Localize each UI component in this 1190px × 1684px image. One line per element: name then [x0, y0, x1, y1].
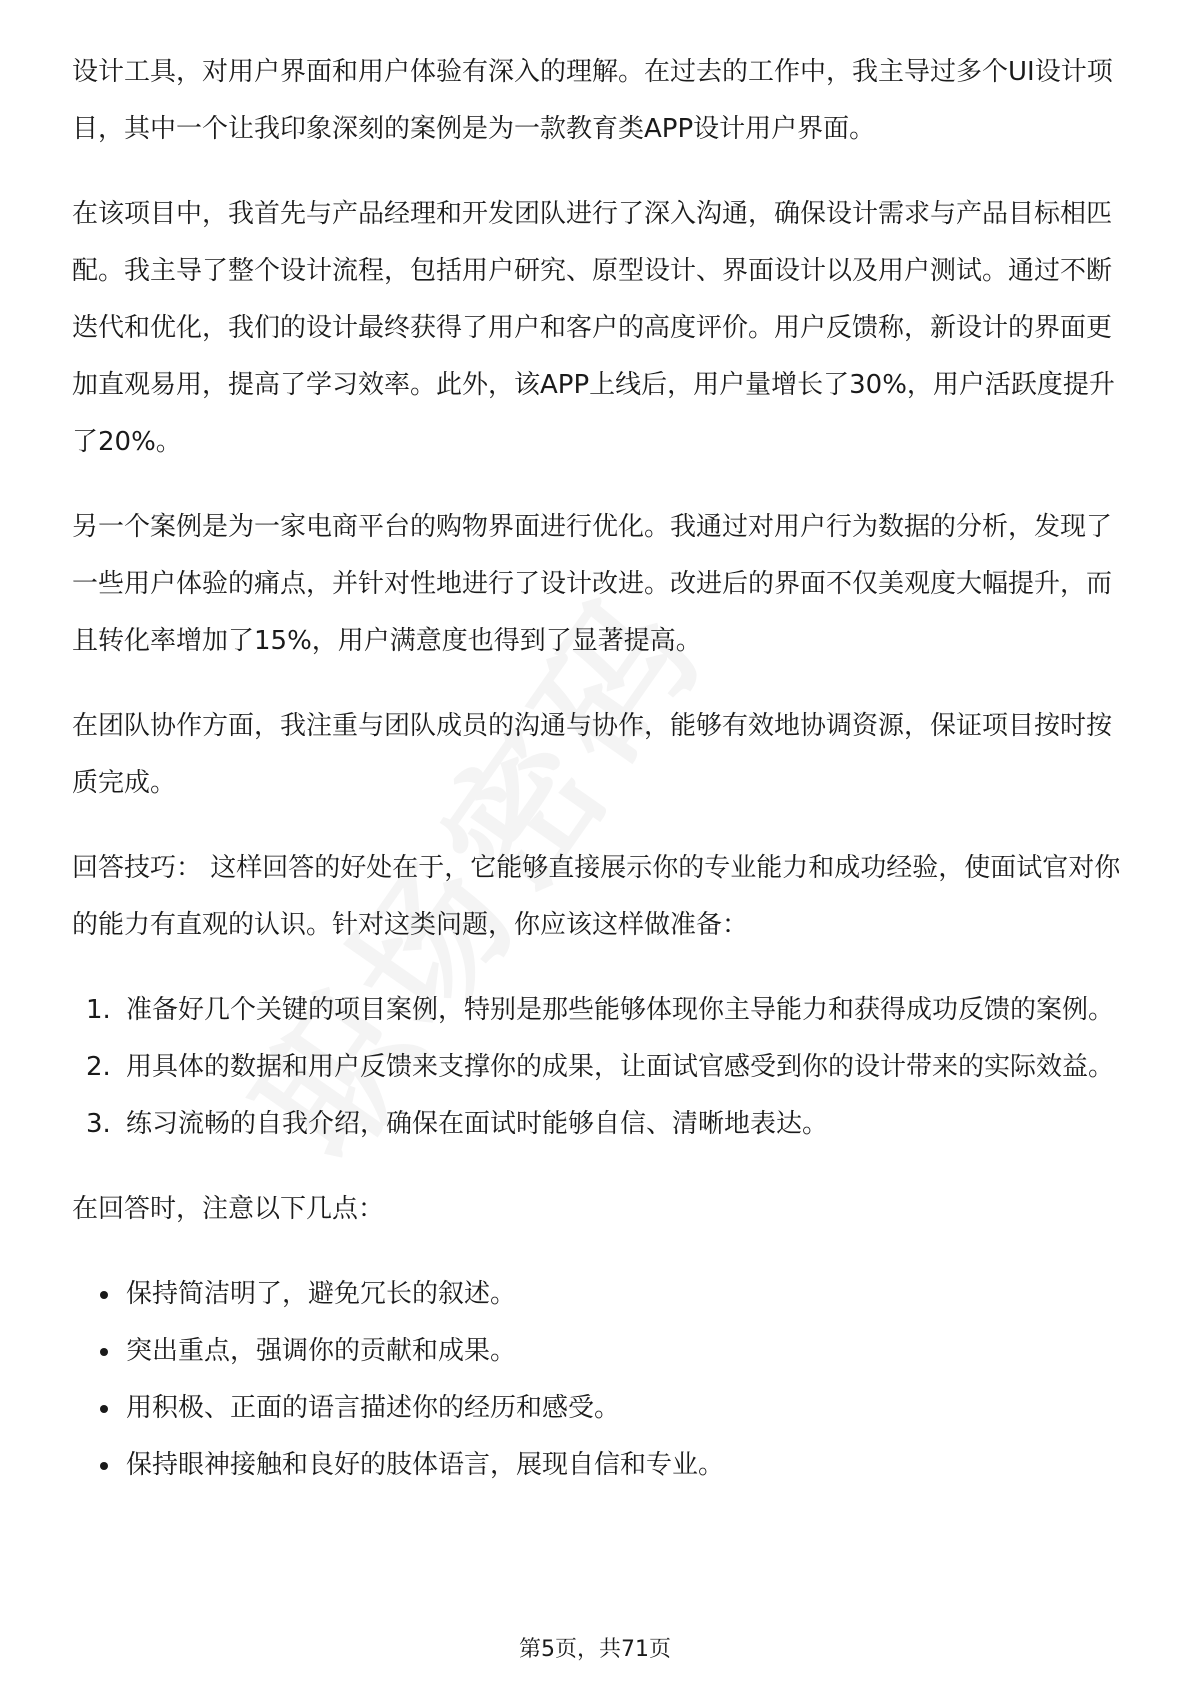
- notes-bullet-list: [72, 1266, 1122, 1494]
- list-item: [72, 1437, 1122, 1494]
- bullet-icon: [100, 1462, 108, 1470]
- list-item: [72, 1266, 1122, 1323]
- paragraph-answer-tips: 回答技巧： 这样回答的好处在于，它能够直接展示你的专业能力和成功经验，使面试官对你的能力有直观的认识。针对这类问题，你应该这样做准备：: [72, 853, 1121, 940]
- list-item-text: 突出重点，强调你的贡献和成果。: [126, 1336, 517, 1366]
- document-body: [72, 44, 1122, 1494]
- list-item: [72, 1096, 1122, 1153]
- list-marker: 2.: [86, 1052, 111, 1082]
- preparation-numbered-list: [72, 982, 1122, 1153]
- list-item: [72, 982, 1122, 1039]
- bullet-icon: [100, 1405, 108, 1413]
- list-marker: 3.: [86, 1109, 111, 1139]
- list-item-text: 保持简洁明了，避免冗长的叙述。: [126, 1279, 517, 1309]
- list-item-text: 用具体的数据和用户反馈来支撑你的成果，让面试官感受到你的设计带来的实际效益。: [126, 1052, 1115, 1082]
- list-item: [72, 1380, 1122, 1437]
- list-item-text: 保持眼神接触和良好的肢体语言，展现自信和专业。: [126, 1450, 725, 1480]
- bullet-icon: [100, 1348, 108, 1356]
- list-item-text: 练习流畅的自我介绍，确保在面试时能够自信、清晰地表达。: [126, 1109, 829, 1139]
- page-number-footer: 第5页，共71页: [519, 1637, 671, 1662]
- list-item: [72, 1039, 1122, 1096]
- list-item-text: 准备好几个关键的项目案例，特别是那些能够体现你主导能力和获得成功反馈的案例。: [126, 995, 1115, 1025]
- bullet-icon: [100, 1291, 108, 1299]
- list-marker: 1.: [86, 995, 111, 1025]
- list-item-text: 用积极、正面的语言描述你的经历和感受。: [126, 1393, 621, 1423]
- paragraph-notes-intro: 在回答时，注意以下几点：: [72, 1194, 385, 1224]
- paragraph-ecommerce-case: 另一个案例是为一家电商平台的购物界面进行优化。我通过对用户行为数据的分析，发现了一些用户体验的痛点，并针对性地进行了设计改进。改进后的界面不仅美观度大幅提升，而且转化率增加了15%，用户满意度也得到了显著提高。: [72, 512, 1113, 656]
- list-item: [72, 1323, 1122, 1380]
- paragraph-teamwork: 在团队协作方面，我注重与团队成员的沟通与协作，能够有效地协调资源，保证项目按时按质完成。: [72, 711, 1113, 798]
- paragraph-education-app-case: 在该项目中，我首先与产品经理和开发团队进行了深入沟通，确保设计需求与产品目标相匹配。我主导了整个设计流程，包括用户研究、原型设计、界面设计以及用户测试。通过不断迭代和优化，我们的设计最终获得了用户和客户的高度评价。用户反馈称，新设计的界面更加直观易用，提高了学习效率。此外，该APP上线后，用户量增长了30%，用户活跃度提升了20%。: [72, 199, 1115, 457]
- paragraph-intro: 设计工具，对用户界面和用户体验有深入的理解。在过去的工作中，我主导过多个UI设计项目，其中一个让我印象深刻的案例是为一款教育类APP设计用户界面。: [72, 57, 1113, 144]
